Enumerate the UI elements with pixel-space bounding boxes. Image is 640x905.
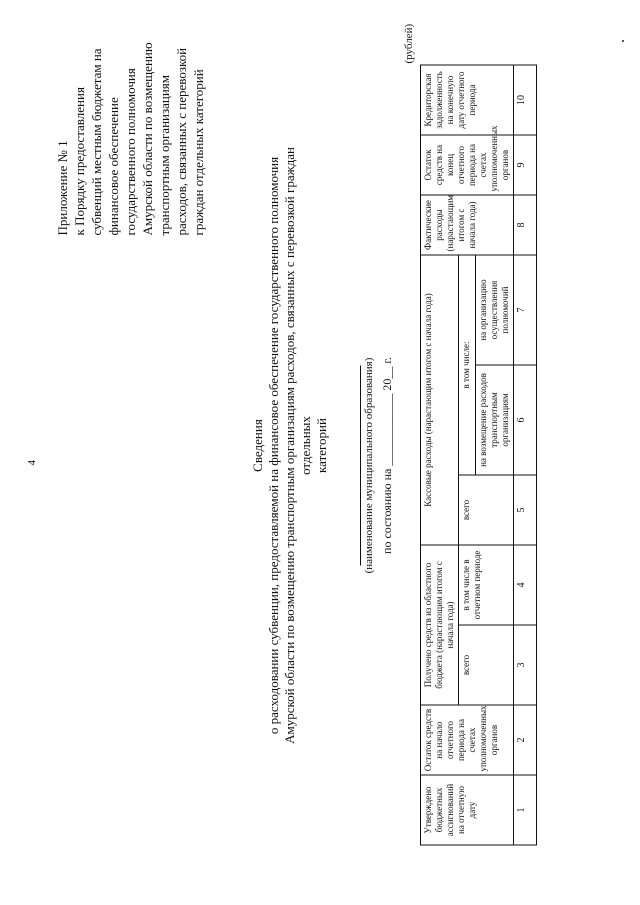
appendix-line: государственного полномочия <box>123 67 138 235</box>
municipality-underline <box>360 365 361 565</box>
as-of-date-line: по состоянию на ____________ 20__ г. <box>380 356 394 554</box>
header-actual: Фактические расходы (нарастающим итогом с начала года) <box>421 195 514 255</box>
column-number: 7 <box>514 255 537 365</box>
appendix-line: Приложение № 1 <box>55 139 70 235</box>
page-number: 4 <box>26 459 38 465</box>
column-number: 1 <box>514 775 537 845</box>
title-line: Амурской области по возмещению транспортным организациям расходов, связанных с перевозкой граждан отдельных <box>282 146 313 744</box>
header-approved: Утверждено бюджетных ассигнований на отчетную дату <box>421 775 514 845</box>
column-number: 4 <box>514 545 537 625</box>
appendix-line: финансовое обеспечение <box>106 96 121 235</box>
header-received-period: в том числе в отчетном периоде <box>459 545 514 625</box>
header-cash-reimbursement: на возмещение расходов транспортным организациям <box>476 365 514 475</box>
header-cash-total: всего <box>459 475 514 545</box>
header-cash-group: Кассовые расходы (нарастающим итогом с начала года) <box>421 255 459 545</box>
title-line: категорий <box>314 417 329 473</box>
column-number: 6 <box>514 365 537 475</box>
header-opening-balance: Остаток средств на начало отчетного периода на счетах уполномоченных органов <box>421 705 514 775</box>
header-cash-incl: в том числе: <box>459 255 476 475</box>
appendix-note <box>54 15 207 235</box>
header-cash-organization: на организацию осуществления полномочий <box>476 255 514 365</box>
appendix-line: Амурской области по возмещению <box>140 41 155 235</box>
appendix-line: граждан отдельных категорий <box>191 68 206 235</box>
header-received-total: всего <box>459 625 514 705</box>
municipality-block <box>360 355 375 575</box>
units-label: (рублей) <box>403 23 415 63</box>
header-payables: Кредиторская задолженность на конечную дату отчетного периода <box>421 65 514 135</box>
title-heading: Сведения <box>250 418 265 472</box>
appendix-line: к Порядку предоставления <box>72 86 87 235</box>
document-title <box>250 135 330 755</box>
column-number: 8 <box>514 195 537 255</box>
column-number: 9 <box>514 135 537 195</box>
column-number: 2 <box>514 705 537 775</box>
title-line: о расходовании субвенции, предоставляемой на финансовое обеспечение государственного полномочия <box>266 156 281 734</box>
column-number: 3 <box>514 625 537 705</box>
column-number: 5 <box>514 475 537 545</box>
appendix-line: расходов, связанных с перевозкой <box>174 47 189 235</box>
appendix-line: транспортным организациям <box>157 74 172 235</box>
header-closing-balance: Остаток средств на конец отчетного периода на счетах уполномоченных органов <box>421 135 514 195</box>
header-received-group: Получено средств из областного бюджета (нарастающим итогом с начала года) <box>421 545 459 705</box>
column-number: 10 <box>514 65 537 135</box>
municipality-label: (наименование муниципального образования) <box>363 357 375 573</box>
column-number-row <box>514 65 537 845</box>
appendix-line: субвенций местным бюджетам на <box>89 47 104 235</box>
report-table <box>420 64 537 845</box>
